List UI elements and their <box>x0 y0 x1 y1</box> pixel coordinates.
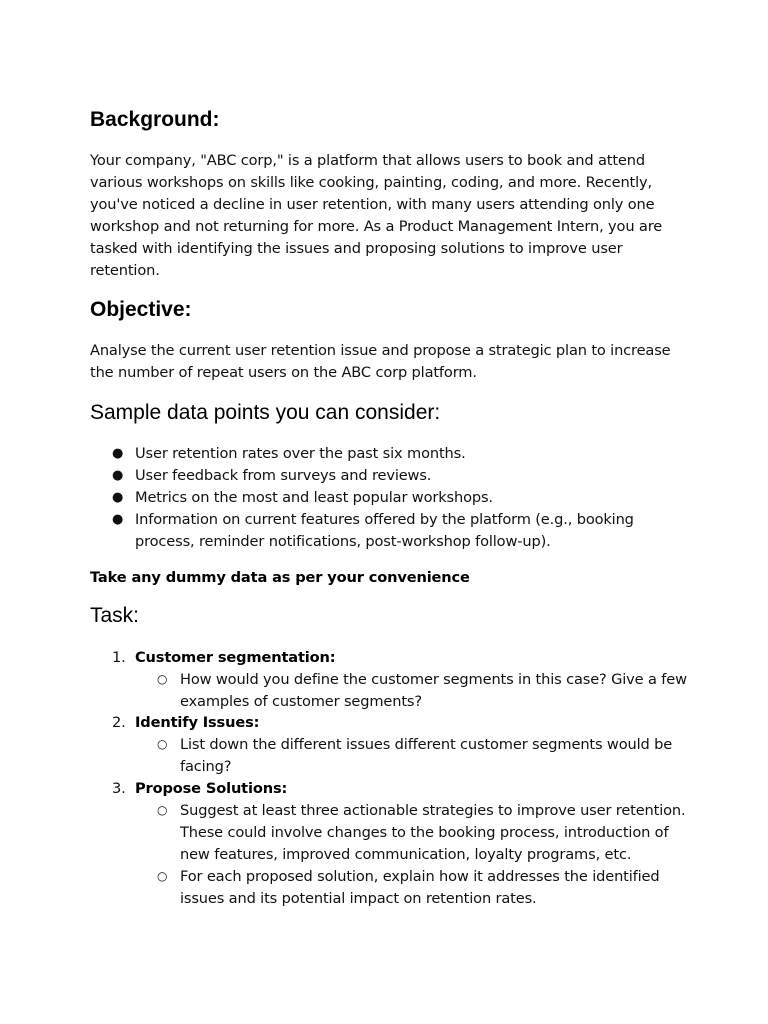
task-subitem <box>135 669 690 713</box>
task-number: 1. <box>112 648 126 666</box>
task-subitem <box>135 866 690 910</box>
bullet-icon: ● <box>112 468 124 484</box>
task-subitem <box>135 800 690 866</box>
list-item <box>90 465 690 487</box>
bullet-icon: ● <box>112 446 124 462</box>
objective-paragraph: Analyse the current user retention issue and propose a strategic plan to increase the number of repeat users on the ABC corp platform. <box>90 342 671 382</box>
list-item <box>90 509 690 553</box>
task-title: Propose Solutions: <box>135 780 288 798</box>
list-item-text: User retention rates over the past six months. <box>135 445 466 463</box>
task-subitem-text: List down the different issues different customer segments would be facing? <box>180 736 673 776</box>
task-subitem-text: For each proposed solution, explain how it addresses the identified issues and its potential impact on retention rates. <box>180 867 660 907</box>
list-item-text: User feedback from surveys and reviews. <box>135 467 432 485</box>
list-item <box>90 443 690 465</box>
hollow-circle-icon: ○ <box>157 671 168 686</box>
sample-data-heading: Sample data points you can consider: <box>90 401 441 425</box>
task-item-propose-solutions <box>90 778 690 909</box>
task-sublist <box>135 734 690 778</box>
hollow-circle-icon: ○ <box>157 803 168 818</box>
task-item-customer-segmentation <box>90 647 690 713</box>
task-subitem <box>135 734 690 778</box>
task-number: 2. <box>112 714 126 732</box>
list-item <box>90 487 690 509</box>
task-subitem-text: How would you define the customer segments in this case? Give a few examples of customer segments? <box>180 670 687 710</box>
hollow-circle-icon: ○ <box>157 868 168 883</box>
document-content <box>90 107 690 910</box>
task-heading: Task: <box>90 603 140 627</box>
background-paragraph: Your company, "ABC corp," is a platform that allows users to book and attend various workshops on skills like cooking, painting, coding, and more. Recently, you've noticed a decline in user retention, with many users attending only one workshop and not returning for more. As a Product Management Intern, you are tasked with identifying the issues and proposing solutions to improve user retention. <box>90 152 663 279</box>
sample-data-list <box>90 443 690 553</box>
background-heading: Background: <box>90 108 220 131</box>
bullet-icon: ● <box>112 511 124 527</box>
list-item-text: Metrics on the most and least popular workshops. <box>135 489 493 507</box>
task-list <box>90 647 690 910</box>
task-subitem-text: Suggest at least three actionable strategies to improve user retention. These could involve changes to the booking process, introduction of new features, improved communication, loyalty programs, etc. <box>180 802 686 863</box>
list-item-text: Information on current features offered by the platform (e.g., booking process, reminder notifications, post-workshop follow-up). <box>135 510 634 550</box>
hollow-circle-icon: ○ <box>157 737 168 752</box>
objective-heading: Objective: <box>90 298 192 322</box>
task-sublist <box>135 800 690 910</box>
task-title: Identify Issues: <box>135 714 260 732</box>
task-sublist <box>135 669 690 713</box>
task-number: 3. <box>112 780 126 798</box>
task-title: Customer segmentation: <box>135 648 336 666</box>
bullet-icon: ● <box>112 490 124 506</box>
task-item-identify-issues <box>90 712 690 778</box>
dummy-data-note: Take any dummy data as per your convenience <box>90 568 470 586</box>
